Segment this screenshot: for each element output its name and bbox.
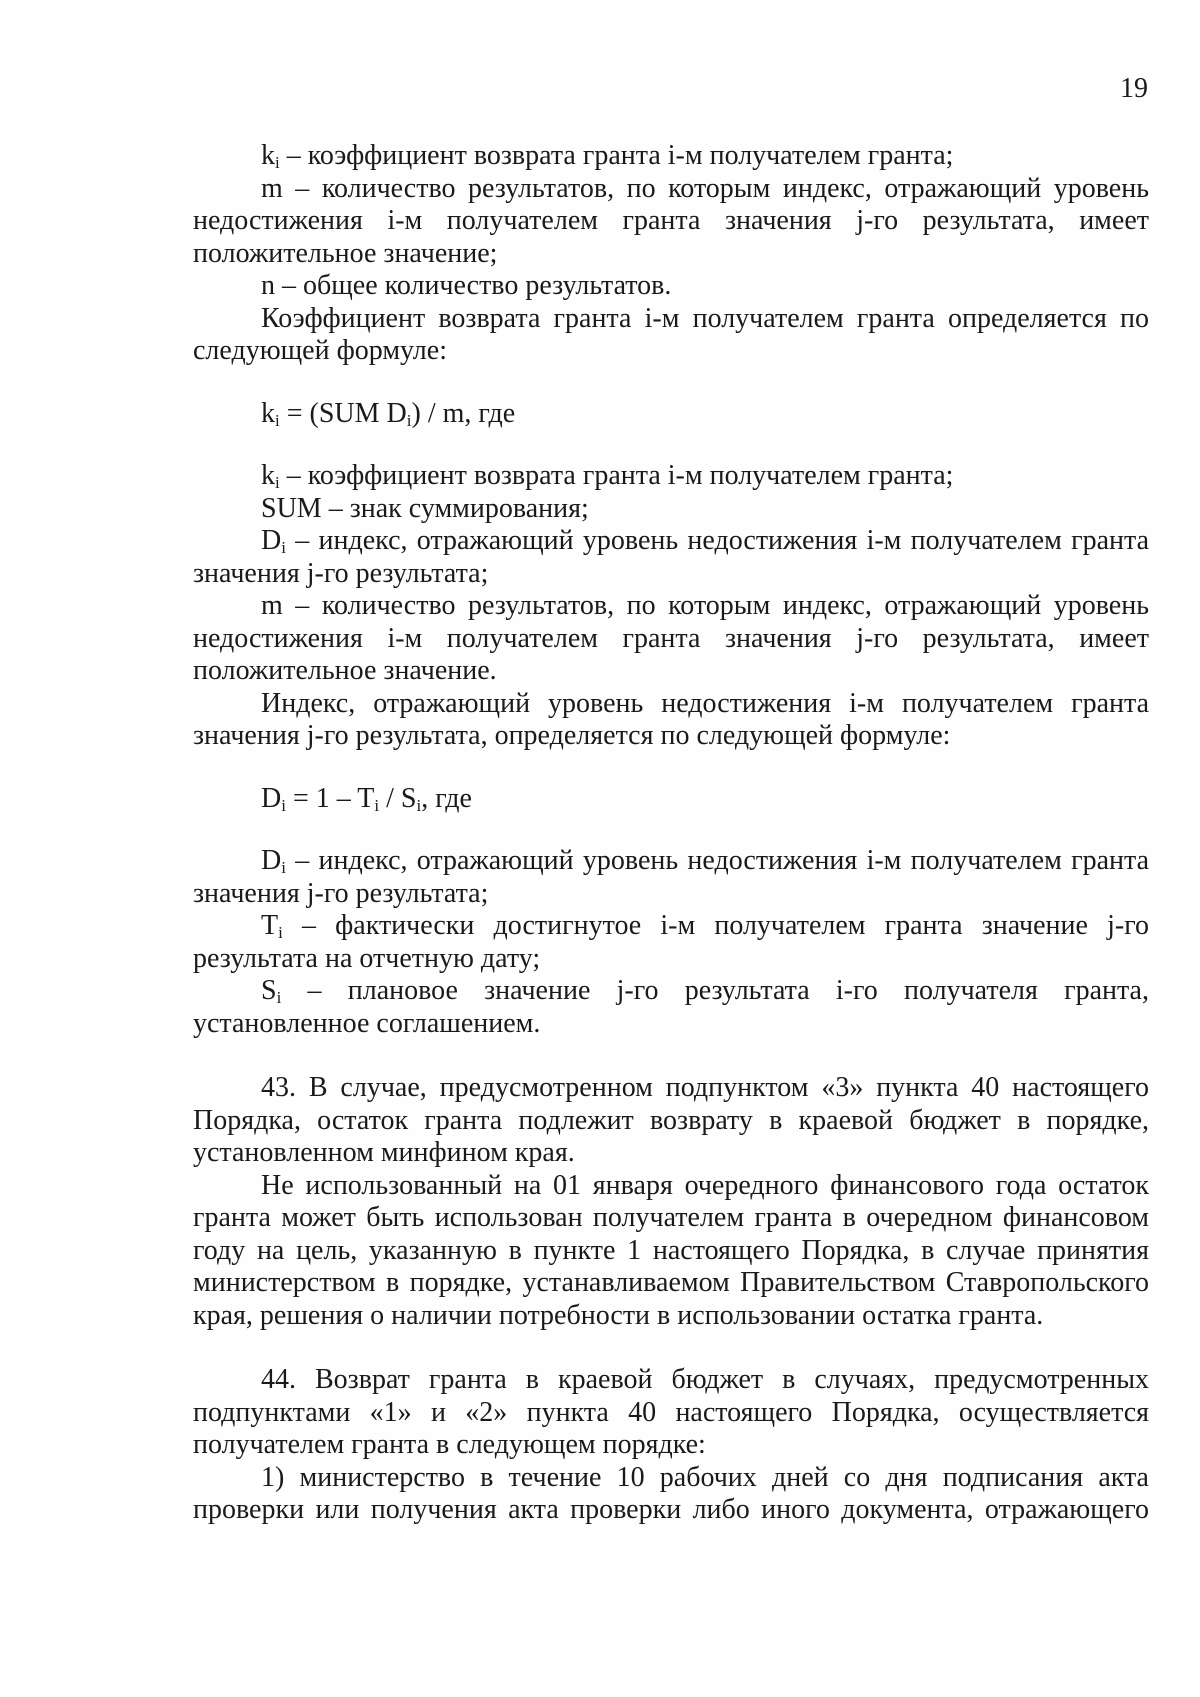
section-44-paragraph-1: 44. Возврат гранта в краевой бюджет в случаях, предусмотренных подпунктами «1» и «2» пункта 40 настоящего Порядка, осуществляется получателем гранта в следующем порядке: <box>193 1364 1149 1460</box>
definition-m: m – количество результатов, по которым индекс, отражающий уровень недостижения i-м получателем гранта значения j-го результата, имеет положительное значение. <box>193 590 1149 686</box>
formula-intro-ki: Коэффициент возврата гранта i-м получателем гранта определяется по следующей формуле: <box>193 302 1149 366</box>
formula-ki: $k_i = (SUM$ $D_i$) / m, где <box>261 397 516 430</box>
section-43-paragraph-1: 43. В случае, предусмотренном подпунктом «3» пункта 40 настоящего Порядка, остаток гранта подлежит возврату в краевой бюджет в порядке, установленном минфином края. <box>193 1072 1149 1168</box>
section-44-paragraph-2: 1) министерство в течение 10 рабочих дней со дня подписания акта проверки или получения акта проверки либо иного документа, отражающего <box>193 1461 1149 1525</box>
page-number: 19 <box>1120 73 1148 104</box>
definition-ki: $k_i$ – коэффициент возврата гранта i-м получателем гранта; <box>261 140 954 172</box>
definition-si: $S_i$ – плановое значение j-го результата i-го получателя гранта, установленное соглашением. <box>193 975 1149 1039</box>
definition-n: n – общее количество результатов. <box>261 270 672 301</box>
definition-di: $D_i$ – индекс, отражающий уровень недостижения i-м получателем гранта значения j-го результата; <box>193 525 1149 589</box>
definition-m: m – количество результатов, по которым индекс, отражающий уровень недостижения i-м получателем гранта значения j-го результата, имеет положительное значение; <box>193 172 1149 269</box>
definition-ki: $k_i$ – коэффициент возврата гранта i-м получателем гранта; <box>261 460 954 492</box>
definition-di: $D_i$ – индекс, отражающий уровень недостижения i-м получателем гранта значения j-го результата; <box>193 845 1149 909</box>
document-body <box>193 140 1149 1527</box>
definition-ti: $T_i$ – фактически достигнутое i-м получателем гранта значение j-го результата на отчетную дату; <box>193 910 1149 974</box>
formula-intro-di: Индекс, отражающий уровень недостижения i-м получателем гранта значения j-го результата, определяется по следующей формуле: <box>193 687 1149 751</box>
section-43-paragraph-2: Не использованный на 01 января очередного финансового года остаток гранта может быть использован получателем гранта в очередном финансовом году на цель, указанную в пункте 1 настоящего Порядка, в случае принятия министерством в порядке, устанавливаемом Правительством Ставропольского края, решения о наличии потребности в использовании остатка гранта. <box>193 1169 1149 1331</box>
formula-di: $D_i = 1 - T_i / S_i$, где <box>261 782 472 815</box>
definition-sum: SUM – знак суммирования; <box>261 492 589 524</box>
